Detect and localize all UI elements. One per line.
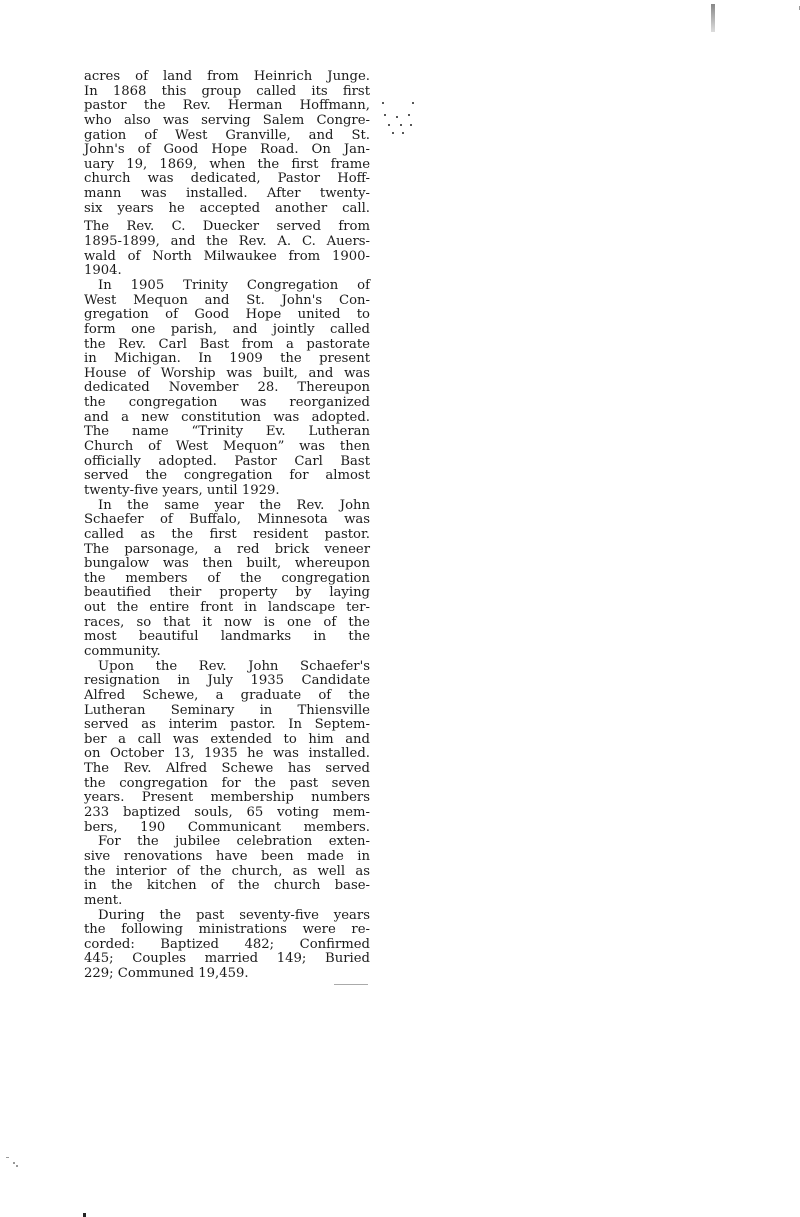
text-line: acres of land from Heinrich Junge. [84,69,370,84]
text-line: beautified their property by laying [84,585,370,601]
text-line: races, so that it now is one of the [84,614,370,630]
text-line: in the kitchen of the church base- [84,878,370,894]
text-line: The parsonage, a red brick veneer [84,541,370,557]
text-line: John's of Good Hope Road. On Jan- [84,142,370,158]
text-line: The name “Trinity Ev. Lutheran [84,424,370,440]
text-line: the interior of the church, as well as [84,863,370,879]
text-line: The Rev. C. Duecker served from [84,219,370,235]
text-line: gation of West Granville, and St. [84,127,370,143]
text-line: form one parish, and jointly called [84,321,370,337]
text-line: the congregation for the past seven [84,775,370,791]
text-line: 1904. [84,263,122,279]
print-artifact-dots [380,100,420,140]
paragraph-schewe-pastorate [84,660,370,836]
text-line: in Michigan. In 1909 the present [84,351,370,367]
text-line: twenty-five years, until 1929. [84,482,280,498]
scan-corner-mark [83,1213,86,1217]
text-line: most beautiful landmarks in the [84,629,370,645]
text-line: Schaefer of Buffalo, Minnesota was [84,512,370,528]
text-line: West Mequon and St. John's Con- [84,292,370,308]
text-line: bers, 190 Communicant members. [84,819,370,835]
text-line: Alfred Schewe, a graduate of the [84,687,370,703]
paragraph-interim-pastors [84,220,370,279]
text-line: corded: Baptized 482; Confirmed [84,936,370,952]
text-line: officially adopted. Pastor Carl Bast [84,453,370,469]
text-line: mann was installed. After twenty- [84,186,370,202]
text-line: sive renovations have been made in [84,848,370,864]
text-line: called as the first resident pastor. [84,526,370,542]
text-line: bungalow was then built, whereupon [84,556,370,572]
text-line: pastor the Rev. Herman Hoffmann, [84,98,370,114]
text-line: dedicated November 28. Thereupon [84,380,370,396]
text-line: who also was serving Salem Congre- [84,112,370,128]
text-line: ment. [84,892,123,908]
article-column [84,70,370,982]
text-line: the congregation was reorganized [84,395,370,411]
text-line: For the jubilee celebration exten- [98,834,370,850]
scan-speck [16,1165,18,1167]
text-line: wald of North Milwaukee from 1900- [84,248,370,264]
text-line: out the entire front in landscape ter- [84,600,370,616]
paragraph-schaefer-pastorate [84,499,370,660]
end-rule-divider [334,984,368,985]
paragraph-ministrations-record [84,909,370,982]
text-line: In the same year the Rev. John [98,497,370,513]
text-line: 229; Communed 19,459. [84,966,249,982]
text-line: In 1868 this group called its first [84,83,370,99]
text-line: church was dedicated, Pastor Hoff- [84,171,370,187]
text-line: ber a call was extended to him and [84,731,370,747]
text-line: the members of the congregation [84,570,370,586]
text-line: 445; Couples married 149; Buried [84,951,370,967]
text-line: During the past seventy-five years [98,907,370,923]
paragraph-jubilee-renovations [84,835,370,908]
text-line: served as interim pastor. In Septem- [84,717,370,733]
text-line: the following ministrations were re- [84,922,370,938]
text-line: gregation of Good Hope united to [84,307,370,323]
scan-speck [13,1162,15,1164]
text-line: years. Present membership numbers [84,790,370,806]
text-line: uary 19, 1869, when the first frame [84,156,370,172]
text-line: resignation in July 1935 Candidate [84,673,370,689]
scan-speck [6,1157,9,1158]
text-line: Church of West Mequon” was then [84,439,370,455]
text-line: on October 13, 1935 he was installed. [84,746,370,762]
paragraph-parish-union [84,279,370,499]
text-line: Upon the Rev. John Schaefer's [98,658,370,674]
text-line: House of Worship was built, and was [84,365,370,381]
paragraph-history-founding [84,70,370,216]
scan-edge-mark [711,4,715,32]
text-line: The Rev. Alfred Schewe has served [84,761,370,777]
text-line: Lutheran Seminary in Thiensville [84,702,370,718]
text-line: 1895-1899, and the Rev. A. C. Auers- [84,234,370,250]
text-line: six years he accepted another call. [84,200,370,216]
text-line: and a new constitution was adopted. [84,409,370,425]
text-line: 233 baptized souls, 65 voting mem- [84,805,370,821]
text-line: the Rev. Carl Bast from a pastorate [84,336,370,352]
text-line: community. [84,643,161,659]
text-line: served the congregation for almost [84,468,370,484]
text-line: In 1905 Trinity Congregation of [98,277,370,293]
